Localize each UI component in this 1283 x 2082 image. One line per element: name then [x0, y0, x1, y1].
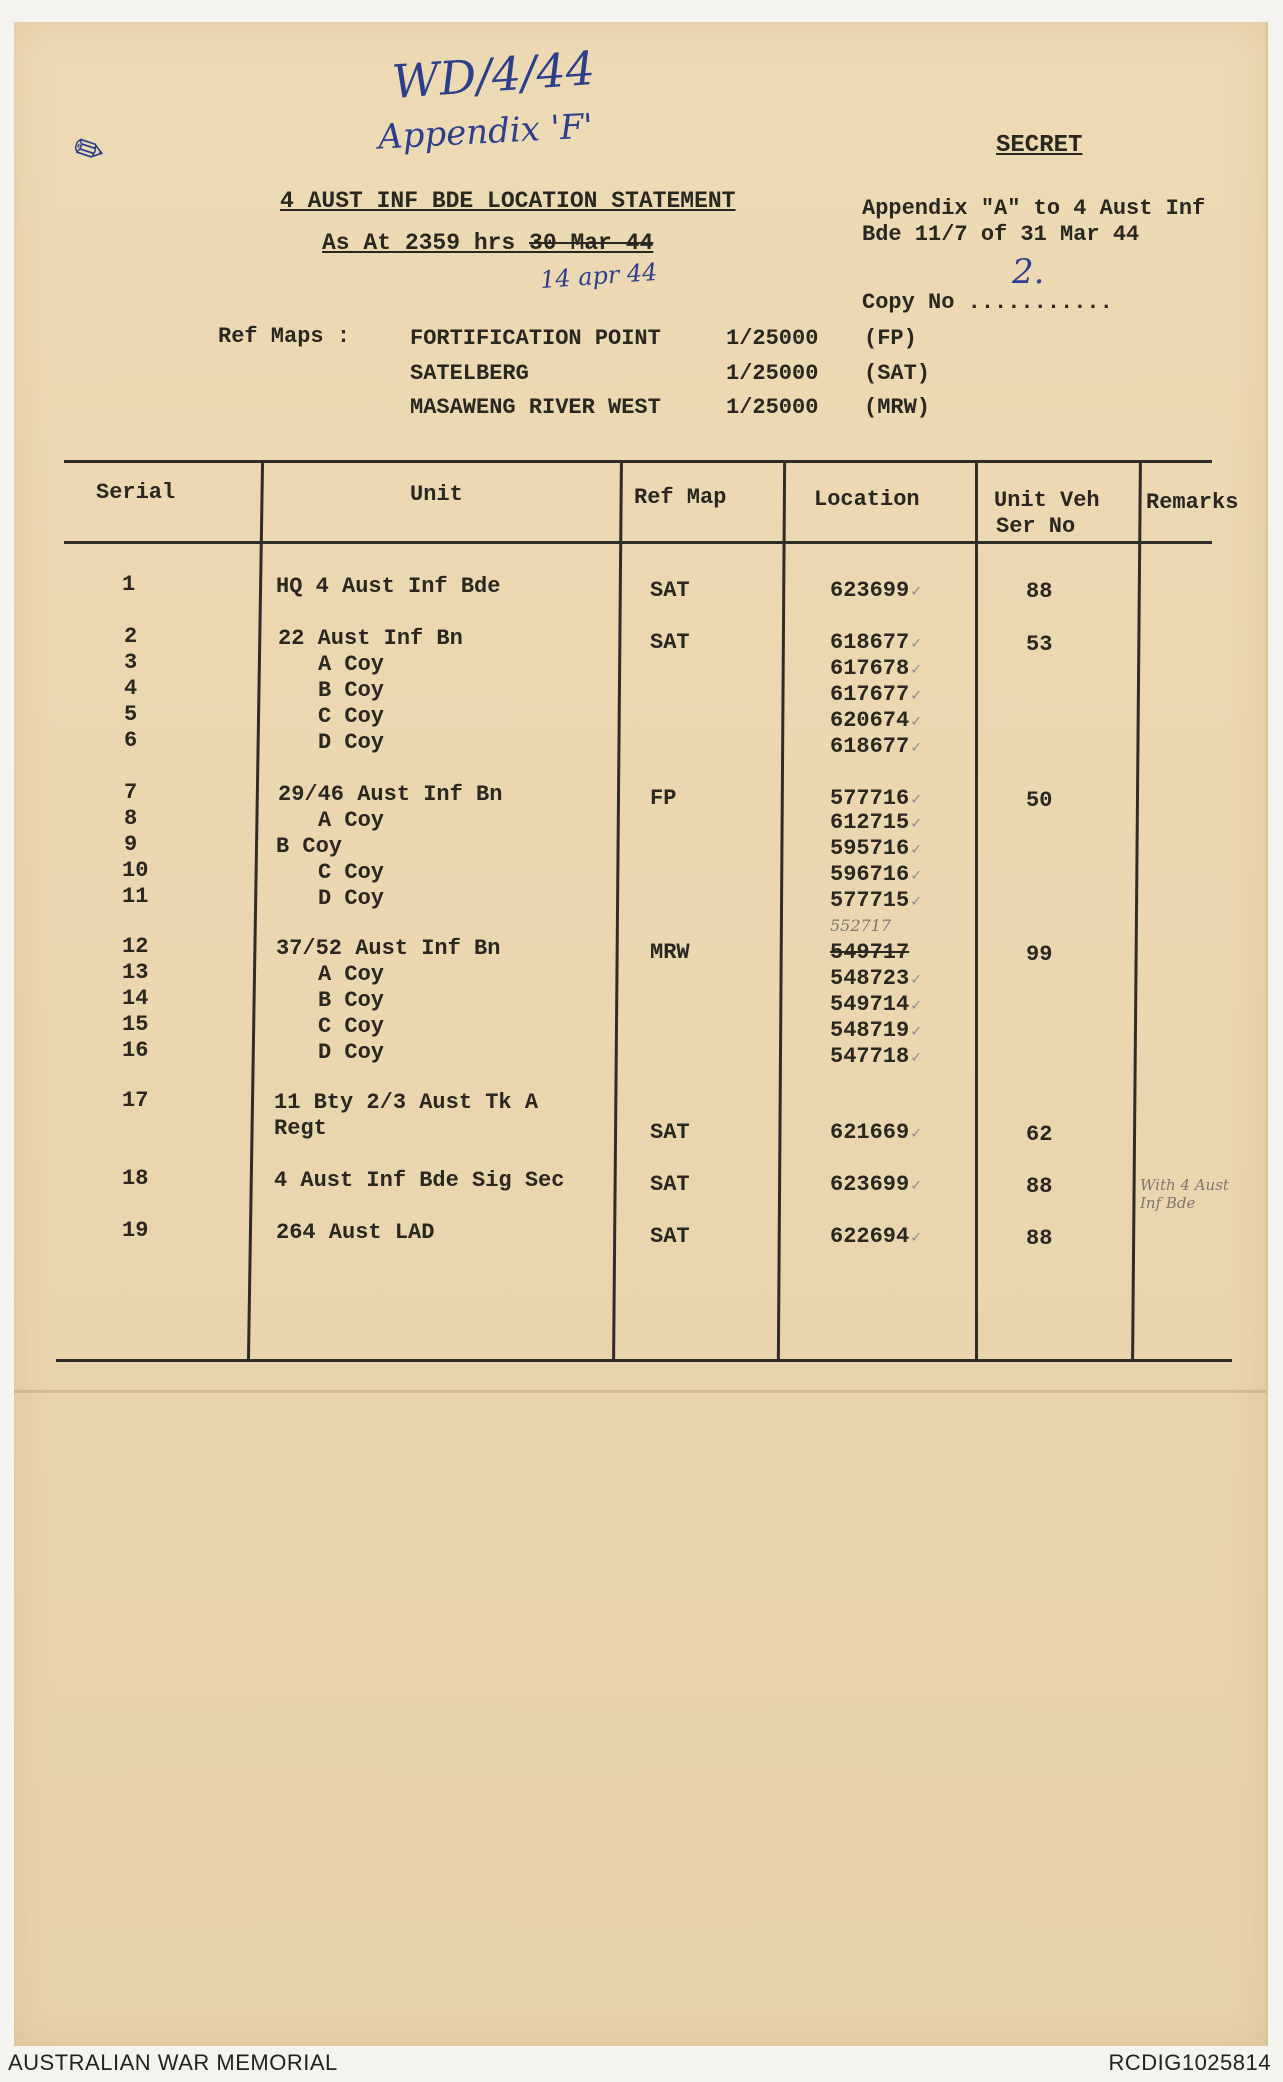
- row-13-serial: 13: [122, 960, 149, 985]
- row-3-serial: 3: [124, 650, 138, 675]
- row-17-serial: 17: [122, 1088, 149, 1113]
- header-veh-line2: Ser No: [996, 514, 1076, 539]
- as-at-date-struck: 30 Mar 44: [529, 230, 654, 256]
- copy-number-line: Copy No ...........: [862, 290, 1113, 315]
- row-7-serial: 7: [124, 780, 138, 805]
- ref-map-scale-2: 1/25000: [726, 361, 819, 386]
- row-2-unit: 22 Aust Inf Bn: [278, 626, 463, 651]
- row-8-location: 612715 ✓: [830, 810, 921, 835]
- as-at-prefix: As At 2359 hrs: [322, 230, 516, 256]
- row-2-location: 618677 ✓: [830, 630, 921, 655]
- row-18-veh: 88: [1026, 1174, 1053, 1199]
- row-12-veh: 99: [1026, 942, 1053, 967]
- war-diary-handwritten-ref: WD/4/44: [390, 40, 597, 110]
- row-7-unit: 29/46 Aust Inf Bn: [278, 782, 503, 807]
- row-2-refmap: SAT: [650, 630, 690, 655]
- corner-scribble: ✎: [59, 124, 114, 182]
- header-ref-map: Ref Map: [634, 485, 727, 510]
- row-18-location: 623699 ✓: [830, 1172, 921, 1197]
- row-4-unit: B Coy: [318, 678, 385, 703]
- row-2-serial: 2: [124, 624, 138, 649]
- row-11-unit: D Coy: [318, 886, 385, 911]
- row-3-unit: A Coy: [318, 652, 385, 677]
- row-11-location: 577715 ✓: [830, 888, 921, 913]
- row-8-serial: 8: [124, 806, 138, 831]
- row-12-refmap: MRW: [650, 940, 690, 965]
- ref-maps-label: Ref Maps :: [218, 324, 351, 349]
- row-5-unit: C Coy: [318, 704, 385, 729]
- row-5-location: 620674 ✓: [830, 708, 921, 733]
- ref-map-name-1: FORTIFICATION POINT: [410, 326, 661, 351]
- header-veh-line1: Unit Veh: [994, 488, 1100, 513]
- row-9-location: 595716 ✓: [830, 836, 921, 861]
- row-18-refmap: SAT: [650, 1172, 690, 1197]
- row-1-serial: 1: [122, 572, 136, 597]
- header-serial: Serial: [96, 480, 176, 505]
- row-12-unit: 37/52 Aust Inf Bn: [276, 936, 501, 961]
- row-3-location: 617678 ✓: [830, 656, 921, 681]
- row-15-serial: 15: [122, 1012, 149, 1037]
- row-19-refmap: SAT: [650, 1224, 690, 1249]
- ref-map-abbr-1: (FP): [864, 326, 917, 351]
- appendix-reference-line2: Bde 11/7 of 31 Mar 44: [862, 222, 1140, 247]
- row-17-veh: 62: [1026, 1122, 1053, 1147]
- row-15-location: 548719 ✓: [830, 1018, 921, 1043]
- row-6-unit: D Coy: [318, 730, 385, 755]
- ref-map-scale-3: 1/25000: [726, 395, 819, 420]
- table-bottom-rule: [56, 1359, 1232, 1362]
- row-1-unit: HQ 4 Aust Inf Bde: [276, 574, 501, 599]
- table-col-divider-veh: [975, 460, 978, 1362]
- row-6-location: 618677 ✓: [830, 734, 921, 759]
- row-17-unit-line1: 11 Bty 2/3 Aust Tk A: [274, 1090, 539, 1115]
- row-10-unit: C Coy: [318, 860, 385, 885]
- row-19-serial: 19: [122, 1218, 149, 1243]
- row-18-unit: 4 Aust Inf Bde Sig Sec: [274, 1168, 565, 1193]
- row-5-serial: 5: [124, 702, 138, 727]
- footer-record-id: RCDIG1025814: [1108, 2050, 1271, 2075]
- row-14-serial: 14: [122, 986, 149, 1011]
- classification-label: SECRET: [996, 132, 1083, 159]
- appendix-reference-line1: Appendix "A" to 4 Aust Inf: [862, 196, 1206, 221]
- row-10-serial: 10: [122, 858, 149, 883]
- row-7-location: 577716 ✓: [830, 786, 921, 811]
- row-1-location: 623699 ✓: [830, 578, 921, 603]
- row-1-veh: 88: [1026, 579, 1053, 604]
- row-9-unit: B Coy: [276, 834, 343, 859]
- row-19-unit: 264 Aust LAD: [276, 1220, 435, 1245]
- table-header-rule: [64, 541, 1212, 544]
- as-at-line: [322, 230, 653, 256]
- paper-fold-crease: [14, 1390, 1266, 1393]
- row-11-serial: 11: [122, 884, 149, 909]
- table-top-rule: [64, 460, 1212, 463]
- row-19-remark-handwritten: With 4 Aust Inf Bde: [1140, 1176, 1229, 1212]
- ref-map-name-3: MASAWENG RIVER WEST: [410, 395, 661, 420]
- row-16-unit: D Coy: [318, 1040, 385, 1065]
- row-19-location: 622694 ✓: [830, 1224, 921, 1249]
- row-10-location: 596716 ✓: [830, 862, 921, 887]
- row-7-veh: 50: [1026, 788, 1053, 813]
- row-15-unit: C Coy: [318, 1014, 385, 1039]
- date-correction-handwritten: 14 apr 44: [539, 257, 659, 295]
- row-17-unit-line2: Regt: [274, 1116, 327, 1141]
- row-17-location: 621669 ✓: [830, 1120, 921, 1145]
- row-6-serial: 6: [124, 728, 138, 753]
- row-19-veh: 88: [1026, 1226, 1053, 1251]
- row-13-unit: A Coy: [318, 962, 385, 987]
- row-1-refmap: SAT: [650, 578, 690, 603]
- row-4-location: 617677 ✓: [830, 682, 921, 707]
- ref-map-abbr-2: (SAT): [864, 361, 931, 386]
- row-16-serial: 16: [122, 1038, 149, 1063]
- row-9-serial: 9: [124, 832, 138, 857]
- row-8-unit: A Coy: [318, 808, 385, 833]
- header-remarks: Remarks: [1146, 490, 1239, 515]
- row-14-unit: B Coy: [318, 988, 385, 1013]
- header-location: Location: [814, 487, 920, 512]
- ref-map-scale-1: 1/25000: [726, 326, 819, 351]
- row-13-location: 548723 ✓: [830, 966, 921, 991]
- header-unit: Unit: [410, 482, 463, 507]
- row-2-veh: 53: [1026, 632, 1053, 657]
- row-18-serial: 18: [122, 1166, 149, 1191]
- row-4-serial: 4: [124, 676, 138, 701]
- ref-map-abbr-3: (MRW): [864, 395, 931, 420]
- row-12-location-correction: 552717: [830, 916, 892, 935]
- appendix-handwritten-label: Appendix 'F': [377, 106, 594, 158]
- row-12-location: 549717: [830, 940, 910, 965]
- row-16-location: 547718 ✓: [830, 1044, 921, 1069]
- ref-map-name-2: SATELBERG: [410, 361, 529, 386]
- document-title: 4 AUST INF BDE LOCATION STATEMENT: [280, 188, 736, 214]
- copy-number-handwritten: 2.: [1012, 252, 1045, 292]
- row-17-refmap: SAT: [650, 1120, 690, 1145]
- row-14-location: 549714 ✓: [830, 992, 921, 1017]
- row-7-refmap: FP: [650, 786, 677, 811]
- footer-archive-name: AUSTRALIAN WAR MEMORIAL: [8, 2050, 338, 2075]
- row-12-serial: 12: [122, 934, 149, 959]
